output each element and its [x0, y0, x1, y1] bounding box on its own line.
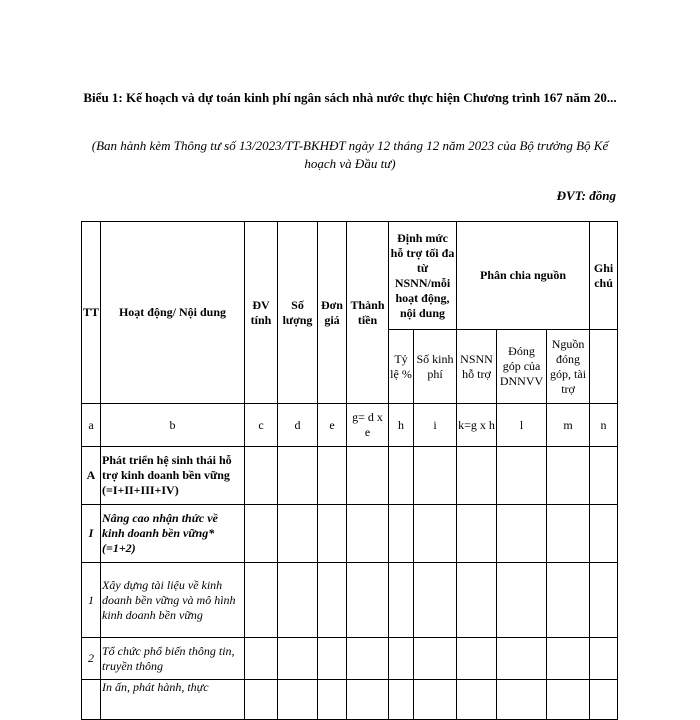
row-tt: 1	[82, 563, 101, 638]
header-source-nsnn: NSNN hỗ trợ	[457, 330, 497, 404]
document-title: Biểu 1: Kế hoạch và dự toán kinh phí ngân sách nhà nước thực hiện Chương trình 167 năm 20...	[83, 90, 617, 105]
header-source-dnnvv: Đóng góp của DNNVV	[497, 330, 547, 404]
code-cell: g= d x e	[347, 404, 389, 447]
row-tt: I	[82, 505, 101, 563]
row-content: Tổ chức phổ biến thông tin, truyền thông	[101, 638, 245, 680]
header-price: Đơn giá	[318, 222, 347, 404]
row-content: Xây dựng tài liệu về kinh doanh bền vững và mô hình kinh doanh bền vững	[101, 563, 245, 638]
header-norm-rate: Tỷ lệ %	[389, 330, 414, 404]
code-cell: n	[590, 404, 618, 447]
table-row	[82, 638, 618, 680]
code-row	[82, 404, 618, 447]
row-tt: A	[82, 447, 101, 505]
header-amount: Thành tiền	[347, 222, 389, 404]
header-unit: ĐV tính	[245, 222, 278, 404]
row-content: In ấn, phát hành, thực	[101, 680, 245, 720]
row-content: Phát triển hệ sinh thái hỗ trợ kinh doanh bền vững (=I+II+III+IV)	[101, 447, 245, 505]
header-source: Phân chia nguồn	[457, 222, 590, 330]
budget-table	[81, 221, 618, 720]
code-cell: c	[245, 404, 278, 447]
table-row	[82, 563, 618, 638]
row-content: Nâng cao nhận thức về kinh doanh bền vững*(=1+2)	[101, 505, 245, 563]
header-note: Ghi chú	[590, 222, 618, 330]
table-row	[82, 447, 618, 505]
code-cell: m	[547, 404, 590, 447]
code-cell: a	[82, 404, 101, 447]
code-cell: e	[318, 404, 347, 447]
code-cell: h	[389, 404, 414, 447]
document-subtitle: (Ban hành kèm Thông tư số 13/2023/TT-BKHĐT ngày 12 tháng 12 năm 2023 của Bộ trưởng Bộ Kế hoạch và Đầu tư)	[91, 138, 609, 171]
header-tt: TT	[82, 222, 101, 404]
table-row	[82, 505, 618, 563]
header-source-other: Nguồn đóng góp, tài trợ	[547, 330, 590, 404]
header-quantity: Số lượng	[278, 222, 318, 404]
header-norm: Định mức hỗ trợ tối đa từ NSNN/mỗi hoạt động, nội dung	[389, 222, 457, 330]
header-activity: Hoạt động/ Nội dung	[101, 222, 245, 404]
code-cell: l	[497, 404, 547, 447]
code-cell: k=g x h	[457, 404, 497, 447]
code-cell: d	[278, 404, 318, 447]
header-note-empty	[590, 330, 618, 404]
row-tt: 2	[82, 638, 101, 680]
code-cell: i	[414, 404, 457, 447]
header-norm-amount: Số kinh phí	[414, 330, 457, 404]
code-cell: b	[101, 404, 245, 447]
currency-unit: ĐVT: đồng	[556, 188, 616, 203]
